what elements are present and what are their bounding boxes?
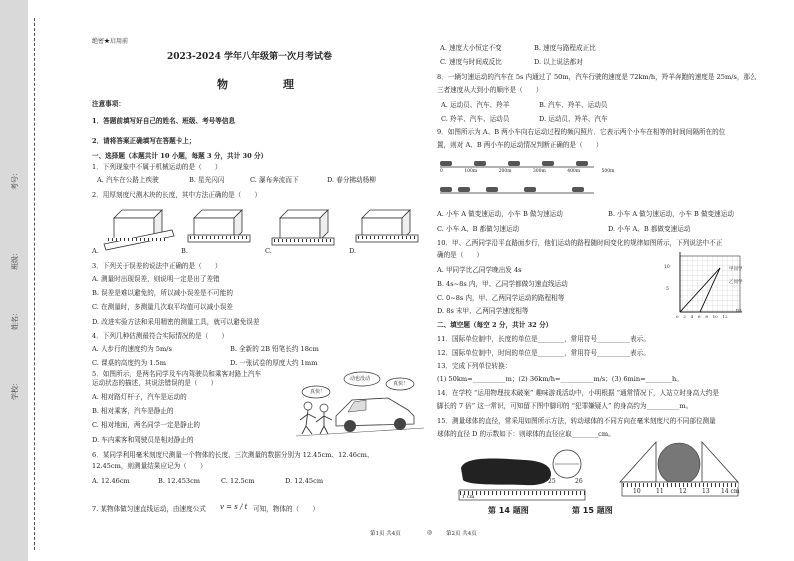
q10-option-b: B. 4s~8s 内，甲、乙同学都做匀速直线运动 bbox=[437, 280, 568, 288]
q13-items: (1) 50km=__________m；(2) 36km/h=__________m/s；(3) 6min=________h。 bbox=[437, 375, 683, 383]
q7-option-a: A. 速度大小恒定不变 bbox=[440, 44, 502, 52]
notice-1: 1．答题前填写好自己的姓名、班级、考号等信息 bbox=[92, 117, 236, 125]
section-1-heading: 一、选择题（本题共计 10 小题，每题 3 分，共计 30 分） bbox=[92, 152, 268, 160]
binding-class: 班级： bbox=[11, 249, 19, 270]
q1-option-c: C. 瀑布奔流而下 bbox=[250, 176, 299, 184]
q13-stem: 13．完成下列单位转换： bbox=[437, 362, 512, 370]
car-wheel-rear bbox=[394, 418, 406, 430]
track-b bbox=[440, 187, 594, 193]
graph-x-label: t/s bbox=[736, 309, 742, 314]
binding-margin bbox=[0, 0, 28, 561]
q9-stem-2: 置，则对 A、B 两小车的运动情况判断正确的是（ ） bbox=[437, 141, 603, 149]
q1-stem: 1．下列现象中不属于机械运动的是（ ） bbox=[92, 163, 222, 171]
q5-option-a: A. 相对路灯杆子，汽车是运动的 bbox=[92, 393, 187, 401]
q5-option-d: D. 车内乘客和驾驶员是相对静止的 bbox=[92, 436, 194, 444]
q2-option-d: D. bbox=[349, 247, 357, 255]
q2-figures bbox=[92, 204, 422, 254]
figure-14-caption: 第 14 题图 bbox=[488, 506, 529, 515]
q6-option-b: B. 12.453cm bbox=[158, 477, 201, 485]
q3-stem: 3．下列关于误差的说法中正确的是（ ） bbox=[92, 262, 222, 270]
q3-option-d: D. 改进实验方法和采用精密的测量工具，就可以避免误差 bbox=[92, 318, 260, 326]
q4-stem: 4．下列几种估测最符合实际情况的是（ ） bbox=[92, 332, 229, 340]
q9-option-b: B. 小车 A 做匀速运动，小车 B 做变速运动 bbox=[608, 210, 734, 218]
q10-stem-1: 10．甲、乙两同学沿平直路面步行，他们运动的路程随时间变化的规律如图所示，下列说法中不正 bbox=[437, 239, 723, 247]
q5-option-b: B. 相对乘客，汽车是静止的 bbox=[92, 407, 174, 415]
q14-stem-1: 14．在学校 “运用物理技术破案” 趣味游戏活动中，小明根据 “通常情况下，人站立时身高大约是 bbox=[437, 389, 719, 397]
notice-heading: 注意事项： bbox=[92, 100, 125, 108]
q9-stem-1: 9．如图所示为 A、B 两小车向右运动过程的频闪照片．它表示两个小车在相等的时间间隔所在的位 bbox=[437, 128, 726, 136]
q2-ruler-ticks-c bbox=[274, 239, 332, 242]
q3-option-c: C. 在测量时，多测量几次取平均值可以减小误差 bbox=[92, 303, 233, 311]
q2-figure-a bbox=[104, 210, 174, 250]
q6-option-c: C. 12.5cm bbox=[221, 477, 255, 485]
q1-option-d: D. 春分拂动杨柳 bbox=[327, 176, 376, 184]
q10-option-d: D. 8s 末甲、乙两同学速度相等 bbox=[437, 307, 529, 315]
student-1-head bbox=[304, 402, 312, 410]
q10-option-c: C. 0~8s 内，甲、乙两同学运动的路程相等 bbox=[437, 294, 565, 302]
q9-tracks bbox=[436, 153, 598, 207]
graph-y-tick-10: 10 bbox=[664, 265, 670, 270]
q2-option-c: C. bbox=[265, 247, 272, 255]
bubble-text-2: 动也没动 bbox=[350, 376, 371, 382]
q8-stem-1: 8．一辆匀速运动的汽车在 5s 内通过了 50m，汽车行驶的速度是 72km/h，羚羊奔跑的速度是 25m/s，那么 bbox=[437, 73, 757, 81]
graph-label-yi: 乙同学 bbox=[729, 280, 743, 285]
q11-stem: 11．国际单位制中，长度的单位是________，常用符号__________表示。 bbox=[437, 335, 650, 343]
q15-ruler-14: 14 cm bbox=[721, 488, 740, 495]
q15-stem-1: 15．测量球体的直径，常采用如图所示方法，转动球体的不同方向在毫米刻度尺的不同部位测量 bbox=[437, 417, 716, 425]
q8-option-b: B. 汽车、羚羊、运动员 bbox=[539, 101, 608, 109]
q15-ruler-12: 12 bbox=[679, 488, 687, 495]
q7-stem-b: 可知，物体的（ ） bbox=[253, 505, 319, 513]
footer-separator-icon: ◎ bbox=[427, 529, 433, 536]
q3-option-b: B. 误差是难以避免的，所以减小误差是不可能的 bbox=[92, 289, 233, 297]
q14-ruler-ticks bbox=[460, 491, 585, 495]
q2-option-a: A. bbox=[92, 247, 99, 255]
q9-option-a: A. 小车 A 做变速运动，小车 B 做匀速运动 bbox=[437, 210, 563, 218]
q15-stem-2: 球体的直径 D 的示数如下：则球体的直径应取________cm。 bbox=[437, 430, 615, 438]
q4-option-c: C. 课桌的高度约为 1.5m bbox=[92, 359, 166, 367]
track-a bbox=[440, 161, 594, 167]
q6-stem-2: 12.45cm，则测量结果应记为（ ） bbox=[92, 462, 207, 470]
q14-ruler-start: 1 cm bbox=[462, 494, 475, 500]
car-wheel-front bbox=[344, 420, 356, 432]
binding-examno: 考号： bbox=[11, 169, 19, 190]
student-2-body bbox=[316, 412, 332, 434]
footprint-icon bbox=[461, 458, 551, 485]
q8-option-a: A. 运动员、汽车、羚羊 bbox=[441, 101, 510, 109]
q1-option-b: B. 星光闪闪 bbox=[189, 176, 225, 184]
q4-option-d: D. 一张试卷的厚度大约 1mm bbox=[230, 359, 318, 367]
q1-option-a: A. 汽车在公路上疾驶 bbox=[97, 176, 159, 184]
q8-stem-2: 三者速度从大到小的顺序是（ ） bbox=[437, 86, 543, 94]
secret-mark: 绝密★启用前 bbox=[92, 38, 129, 45]
q2-ruler-ticks-d bbox=[358, 236, 416, 239]
q5-option-c: C. 相对地面，两名同学一定是静止的 bbox=[92, 421, 200, 429]
q7-option-c: C. 速度与时间成反比 bbox=[440, 58, 502, 66]
q4-option-b: B. 全新的 2B 铅笔长约 18cm bbox=[230, 345, 319, 353]
graph-y-tick-5: 5 bbox=[666, 287, 669, 292]
q8-option-d: D. 运动员、羚羊、汽车 bbox=[539, 115, 608, 123]
q5-stem-2: 运动状态的描述，其说法错误的是（ ） bbox=[92, 379, 218, 387]
triangle-left bbox=[620, 442, 656, 482]
q2-option-b: B. bbox=[181, 247, 188, 255]
binding-name: 姓名： bbox=[11, 309, 19, 330]
q7-stem-a: 7. 某物体做匀速直线运动，由速度公式 bbox=[92, 505, 206, 513]
footer-page-1: 第1页 共4页 bbox=[370, 531, 401, 537]
q4-option-a: A. 人步行的速度约为 5m/s bbox=[92, 345, 172, 353]
binding-school: 学校： bbox=[11, 379, 19, 400]
q6-option-d: D. 12.45cm bbox=[285, 477, 324, 485]
q15-ruler-ticks bbox=[623, 483, 738, 487]
q2-ruler-ticks-b bbox=[190, 236, 248, 239]
subject-char-2: 理 bbox=[283, 78, 294, 91]
q7-option-b: B. 速度与路程成正比 bbox=[534, 44, 596, 52]
track-a-ticks: 0 100m 200m 300m 400m 500m bbox=[440, 169, 615, 174]
q14-stem-2: 脚长的 7 倍” 这一常识，可知留下图中脚印的 “犯罪嫌疑人” 的身高约为__________m。 bbox=[437, 402, 693, 410]
q15-ruler-11: 11 bbox=[656, 488, 664, 495]
bubble-text-1: 真快！ bbox=[310, 389, 326, 395]
footer-page-2: 第2页 共4页 bbox=[446, 531, 477, 537]
q2-stem: 2．用厚刻度尺测木块的长度，其中方法正确的是（ ） bbox=[92, 191, 262, 199]
q10-option-a: A. 甲同学比乙同学晚出发 4s bbox=[437, 266, 522, 274]
q2-ruler-ticks-a bbox=[108, 238, 168, 241]
q7-formula: v = s / t bbox=[220, 503, 248, 511]
graph-x-ticks: 0 2 4 6 8 10 12 bbox=[676, 314, 728, 319]
subject-char-1: 物 bbox=[217, 78, 228, 91]
q3-option-a: A. 测量时出现误差，则说明一定是出了差错 bbox=[92, 275, 220, 283]
q5-stem-1: 5．如图所示，是两名同学及车内驾驶员和乘客对路上汽车 bbox=[92, 370, 262, 378]
q8-option-c: C. 羚羊、汽车、运动员 bbox=[441, 115, 510, 123]
q6-stem-1: 6．某同学利用毫米刻度尺测量一个物体的长度，三次测量的数据分别为 12.45cm、12.46cm、 bbox=[92, 451, 374, 459]
section-2-heading: 二、填空题（每空 2 分，共计 32 分） bbox=[437, 321, 553, 329]
triangle-right bbox=[702, 442, 738, 482]
q15-ruler-10: 10 bbox=[633, 488, 641, 495]
q7-option-d: D. 以上说法都对 bbox=[534, 58, 583, 66]
q9-option-d: D. 小车 A、B 都做变速运动 bbox=[608, 225, 691, 233]
notice-2: 2．请将答案正确填写在答题卡上； bbox=[92, 137, 196, 145]
exam-title: 2023-2024 学年八年级第一次月考试卷 bbox=[167, 52, 332, 62]
q10-stem-2: 确的是（ ） bbox=[437, 251, 484, 259]
q14-ruler-26: 26 bbox=[575, 478, 583, 485]
q12-stem: 12．国际单位制中，时间的单位是________，常用符号__________表示。 bbox=[437, 349, 650, 357]
student-1-body bbox=[300, 410, 316, 434]
figure-15-caption: 第 15 题图 bbox=[572, 506, 613, 515]
bubble-text-3: 真快！ bbox=[393, 381, 409, 387]
q14-ruler-25: 25 bbox=[548, 478, 556, 485]
q9-option-c: C. 小车 A、B 都做匀速运动 bbox=[437, 225, 520, 233]
binding-line bbox=[34, 18, 35, 550]
q15-ruler-13: 13 bbox=[702, 488, 710, 495]
graph-label-jia: 甲同学 bbox=[729, 267, 743, 272]
q6-option-a: A. 12.46cm bbox=[92, 477, 130, 485]
student-2-head bbox=[320, 404, 328, 412]
sphere bbox=[658, 443, 700, 485]
